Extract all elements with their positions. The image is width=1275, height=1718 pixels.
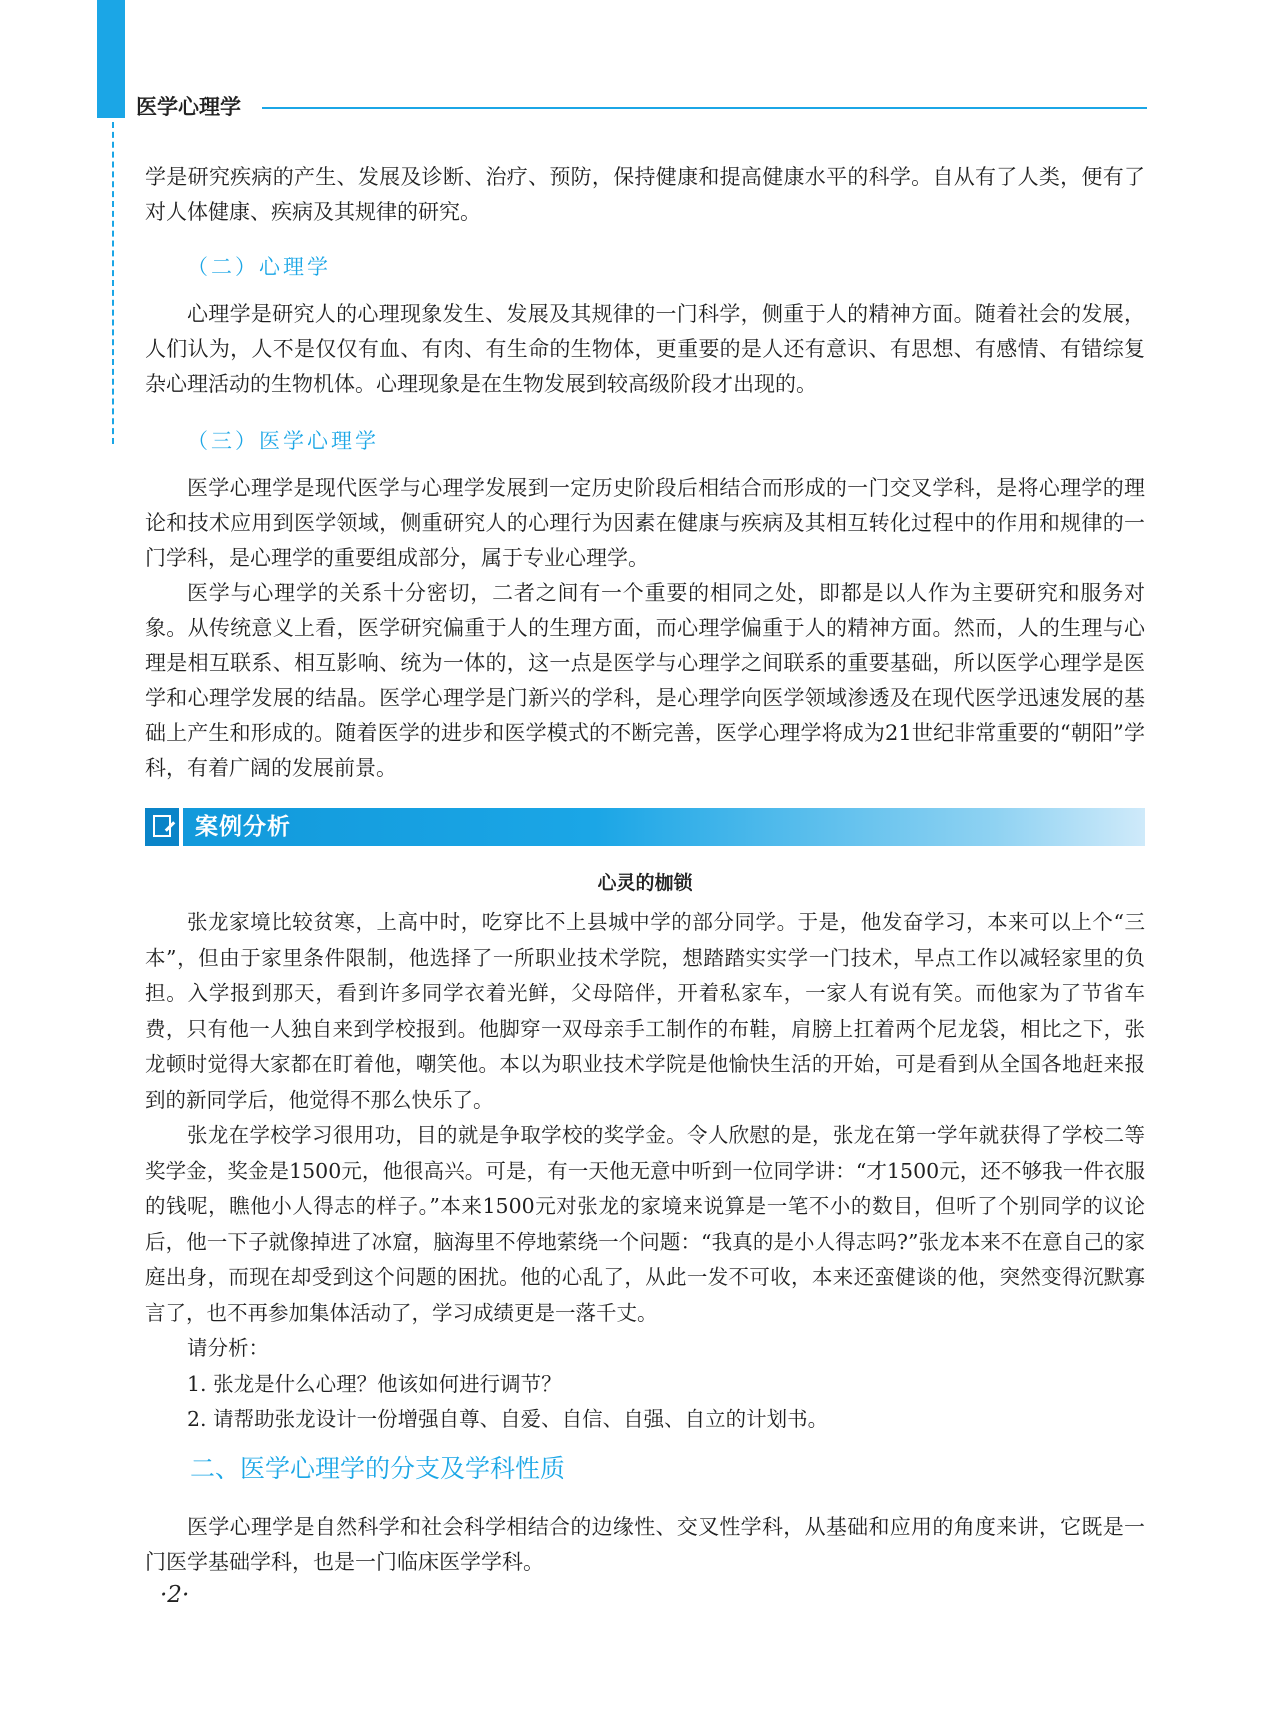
intro-paragraph: 学是研究疾病的产生、发展及诊断、治疗、预防，保持健康和提高健康水平的科学。自从有了人类，便有了对人体健康、疾病及其规律的研究。 (145, 165, 1145, 224)
case-question-2: 2. 请帮助张龙设计一份增强自尊、自爱、自信、自强、自立的计划书。 (187, 1407, 829, 1431)
case-analysis-icon (145, 808, 183, 846)
case-question-1: 1. 张龙是什么心理？他该如何进行调节？ (187, 1371, 562, 1396)
medical-psychology-paragraph-2: 医学与心理学的关系十分密切，二者之间有一个重要的相同之处，即都是以人作为主要研究和服务对象。从传统意义上看，医学研究偏重于人的生理方面，而心理学偏重于人的精神方面。然而，人的生理与心理是相互联系、相互影响、统为一体的，这一点是医学与心理学之间联系的重要基础，所以医学心理学是医学和心理学发展的结晶。医学心理学是门新兴的学科，是心理学向医学领域渗透及在现代医学迅速发展的基础上产生和形成的。随着医学的进步和医学模式的不断完善，医学心理学将成为21世纪非常重要的“朝阳”学科，有着广阔的发展前景。 (145, 581, 1145, 780)
case-title: 心灵的枷锁 (597, 872, 693, 894)
intro-block (145, 160, 1145, 230)
medical-psychology-paragraph-1: 医学心理学是现代医学与心理学发展到一定历史阶段后相结合而形成的一门交叉学科，是将心理学的理论和技术应用到医学领域，侧重研究人的心理行为因素在健康与疾病及其相互转化过程中的作用和规律的一门学科，是心理学的重要组成部分，属于专业心理学。 (145, 476, 1145, 570)
psychology-paragraph: 心理学是研究人的心理现象发生、发展及其规律的一门科学，侧重于人的精神方面。随着社会的发展，人们认为，人不是仅仅有血、有肉、有生命的生物体，更重要的是人还有意识、有思想、有感情、有错综复杂心理活动的生物机体。心理现象是在生物发展到较高级阶段才出现的。 (145, 302, 1145, 396)
header-rule (262, 107, 1147, 109)
running-header-title: 医学心理学 (136, 95, 241, 119)
case-body (145, 905, 1145, 1438)
page-number: ·2· (160, 1582, 190, 1608)
section-2-paragraph: 医学心理学是自然科学和社会科学相结合的边缘性、交叉性学科，从基础和应用的角度来讲，它既是一门医学基础学科，也是一门临床医学学科。 (145, 1515, 1145, 1574)
section-2-heading: 二、医学心理学的分支及学科性质 (190, 1454, 566, 1483)
case-paragraph-2: 张龙在学校学习很用功，目的就是争取学校的奖学金。令人欣慰的是，张龙在第一学年就获得了学校二等奖学金，奖金是1500元，他很高兴。可是，有一天他无意中听到一位同学讲：“才1500元，还不够我一件衣服的钱呢，瞧他小人得志的样子。”本来1500元对张龙的家境来说算是一笔不小的数目，但听了个别同学的议论后，他一下子就像掉进了冰窟，脑海里不停地萦绕一个问题：“我真的是小人得志吗?”张龙本来不在意自己的家庭出身，而现在却受到这个问题的困扰。他的心乱了，从此一发不可收，本来还蛮健谈的他，突然变得沉默寡言了，也不再参加集体活动了，学习成绩更是一落千丈。 (145, 1123, 1145, 1325)
header-accent-bar (97, 0, 125, 118)
section-2-body (145, 1510, 1145, 1580)
psychology-section (145, 252, 1145, 402)
psychology-heading: （二）心理学 (187, 255, 331, 279)
case-banner-title: 案例分析 (195, 814, 291, 840)
case-paragraph-1: 张龙家境比较贫寒，上高中时，吃穿比不上县城中学的部分同学。于是，他发奋学习，本来可以上个“三本”，但由于家里条件限制，他选择了一所职业技术学院，想踏踏实实学一门技术，早点工作以减轻家里的负担。入学报到那天，看到许多同学衣着光鲜，父母陪伴，开着私家车，一家人有说有笑。而他家为了节省车费，只有他一人独自来到学校报到。他脚穿一双母亲手工制作的布鞋，肩膀上扛着两个尼龙袋，相比之下，张龙顿时觉得大家都在盯着他，嘲笑他。本以为职业技术学院是他愉快生活的开始，可是看到从全国各地赶来报到的新同学后，他觉得不那么快乐了。 (145, 910, 1145, 1112)
medical-psychology-section (145, 426, 1145, 786)
case-prompt: 请分析： (187, 1336, 269, 1360)
margin-dashed-line (112, 122, 114, 444)
medical-psychology-heading: （三）医学心理学 (187, 429, 379, 453)
case-analysis-banner (145, 808, 1145, 846)
